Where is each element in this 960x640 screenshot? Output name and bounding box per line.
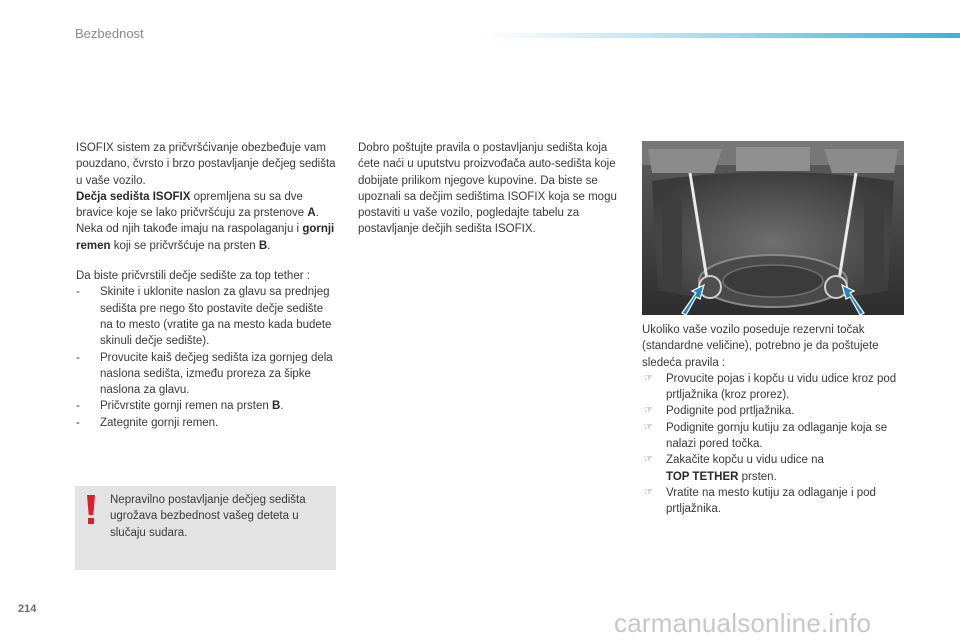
list-item: - Provucite kaiš dečjeg sedišta iza gornjeg dela naslona sedišta, između proreza za šipke naslona za glavu. (76, 350, 338, 399)
intro-text-3: Neka od njih takođe imaju na raspolaganju i (76, 223, 303, 236)
list-item-text: Vratite na mesto kutiju za odlaganje i pod prtljažnika. (666, 486, 876, 516)
tether-steps-list (76, 284, 338, 431)
warning-box (75, 486, 336, 570)
list-item: - Skinite i uklonite naslon za glavu sa prednjeg sedišta pre nego što postavite dečje sedište na to mesto (vratite ga na mesto kada budete skinuli dečje sedište). (76, 284, 338, 349)
intro-bold-isofix: Dečja sedišta ISOFIX (76, 190, 191, 203)
ring-letter-a: A (307, 207, 316, 220)
header-accent-bar (480, 33, 960, 38)
exclamation-icon (85, 495, 97, 525)
left-column (76, 140, 338, 431)
step-3-dot: . (280, 400, 284, 413)
intro-bold-top-tether: gornji remen (76, 223, 335, 252)
pointing-hand-icon: ☞ (644, 405, 653, 417)
intro-dot-1: . (315, 207, 319, 220)
intro-text-1: ISOFIX sistem za pričvršćivanje obezbeđuje vam pouzdano, čvrsto i brzo postavljanje dečjeg sedišta u vaše vozilo. (76, 142, 336, 187)
pointing-hand-icon: ☞ (644, 421, 653, 433)
list-item (76, 398, 338, 414)
list-item (642, 452, 908, 485)
list-item-text: Podignite gornju kutiju za odlaganje koja se nalazi pored točka. (666, 421, 888, 451)
list-item-tail: prsten. (738, 470, 777, 483)
watermark: carmanualsonline.info (614, 608, 872, 638)
step-3-text: Pričvrstite gornji remen na prsten (100, 400, 272, 413)
tether-intro: Da biste pričvrstili dečje sedište za top tether : (76, 270, 310, 283)
installation-note: Dobro poštujte pravila o postavljanju sedišta koja ćete naći u uputstvu proizvođača auto-sedišta koje dobijate prilikom njegove kupovine. Da biste se upoznali sa dečjim sedištima ISOFIX koja se mogu postaviti u vaše vozilo, pogledajte tabelu za postavljanje dečjih sedišta ISOFIX. (358, 142, 617, 236)
list-item (642, 420, 908, 453)
list-item (642, 485, 908, 518)
top-tether-label: TOP TETHER (666, 470, 739, 483)
pointing-hand-icon: ☞ (644, 486, 653, 498)
spare-wheel-intro: Ukoliko vaše vozilo poseduje rezervni točak (standardne veličine), potrebno je da poštujete sledeća pravila : (642, 324, 879, 369)
intro-dot-2: . (267, 239, 271, 252)
right-column (642, 322, 908, 518)
step-3-letter-b: B (271, 400, 281, 413)
ring-letter-b: B (258, 239, 268, 252)
list-item-text: Provucite pojas i kopču u vidu udice kroz pod prtljažnika (kroz prorez). (666, 372, 897, 402)
trunk-isofix-photo (642, 141, 904, 315)
warning-text: Nepravilno postavljanje dečjeg sedišta ugrožava bezbednost vašeg deteta u slučaju sudara. (110, 494, 306, 539)
section-title: Bezbednost (75, 26, 144, 41)
pointing-hand-icon: ☞ (644, 454, 653, 466)
intro-text-2: opremljena su sa dve bravice koje se lako pričvršćuju za prstenove (76, 190, 308, 220)
list-item: - Zategnite gornji remen. (76, 415, 338, 431)
list-item (642, 371, 908, 404)
intro-text-4: koji se pričvršćuje na prsten (110, 239, 259, 252)
middle-column (358, 140, 620, 238)
list-item (642, 403, 908, 419)
page-number: 214 (18, 603, 37, 615)
list-item-text: Podignite pod prtljažnika. (666, 405, 795, 418)
intro-paragraph (76, 140, 338, 254)
pointing-hand-icon: ☞ (644, 372, 653, 384)
list-item-text: Zakačite kopču u vidu udice na (666, 454, 824, 467)
spare-wheel-steps-list (642, 371, 908, 518)
